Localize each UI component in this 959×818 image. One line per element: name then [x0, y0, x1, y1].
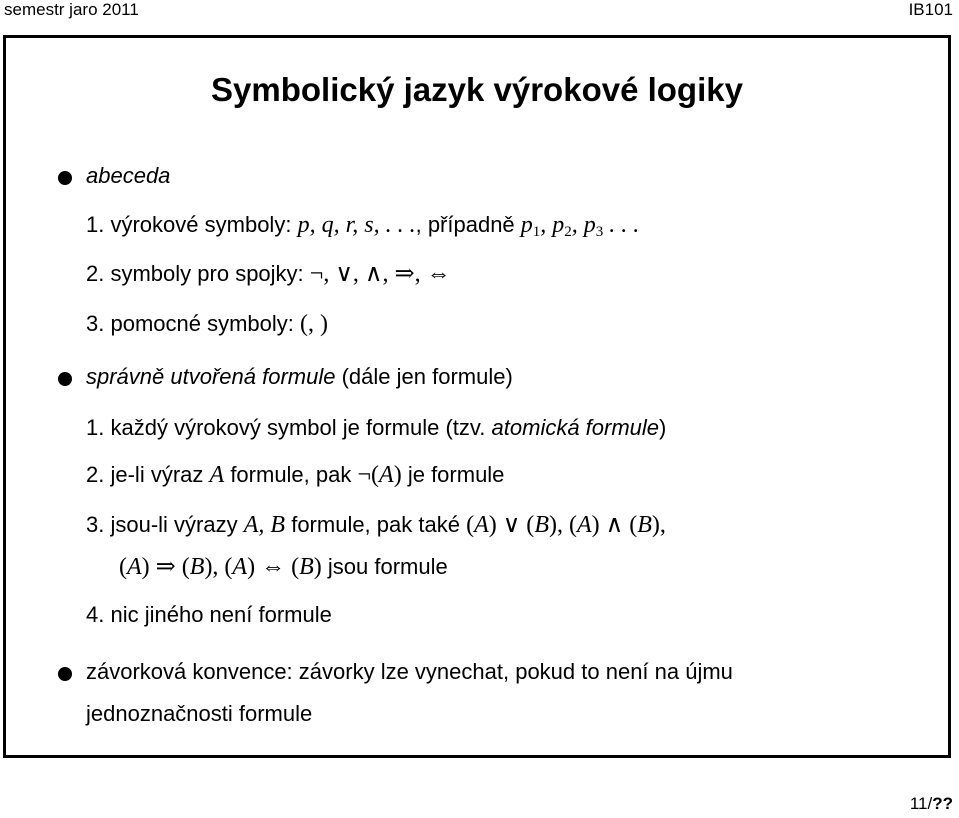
bullet-icon	[58, 667, 72, 681]
header-course: semestr jaro 2011	[4, 0, 139, 19]
header-code: IB101	[908, 0, 953, 19]
page-number: 11/??	[909, 794, 953, 813]
formule-item-2: 2. je-li výraz A formule, pak ¬(A) je formule	[86, 462, 505, 488]
abeceda-item-2: 2. symboly pro spojky: ¬, ∨, ∧, ⇒, ⇔	[86, 261, 451, 287]
section-formule: správně utvořená formule (dále jen formule)	[86, 364, 513, 389]
formule-item-3: 3. jsou-li výrazy A, B formule, pak také (A) ∨ (B), (A) ∧ (B),	[86, 512, 666, 538]
abeceda-item-1: 1. výrokové symboly: p, q, r, s, . . ., případně $p_1$, $p_2$, $p_3$ . . .	[86, 212, 640, 240]
section-zavorky-line1: závorková konvence: závorky lze vynechat, pokud to není na újmu	[86, 659, 733, 684]
formule-item-1: 1. každý výrokový symbol je formule (tzv. atomická formule)	[86, 415, 667, 440]
formule-item-4: 4. nic jiného není formule	[86, 602, 332, 627]
slide-title: Symbolický jazyk výrokové logiky	[211, 71, 743, 108]
formule-item-3-cont: (A) ⇒ (B), (A) ⇔ (B) jsou formule	[119, 554, 448, 580]
section-abeceda: abeceda	[86, 163, 171, 188]
bullet-icon	[58, 372, 72, 386]
bullet-icon	[58, 171, 72, 185]
slide-frame	[3, 35, 951, 758]
abeceda-item-3: 3. pomocné symboly: (, )	[86, 311, 329, 337]
section-zavorky-line2: jednoznačnosti formule	[86, 701, 313, 726]
